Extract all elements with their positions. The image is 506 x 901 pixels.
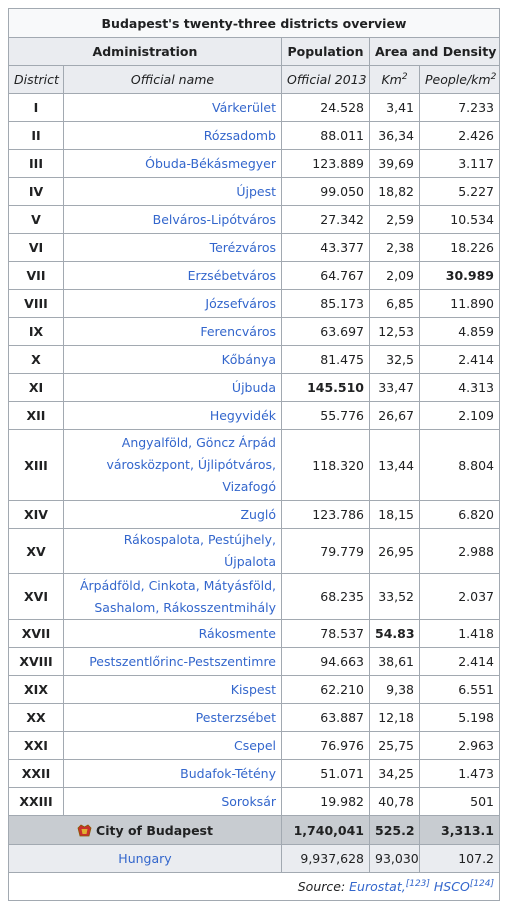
district-name-link[interactable]: Rózsadomb: [64, 122, 282, 150]
hungary-link[interactable]: Hungary: [118, 851, 172, 866]
km2-label: Km: [381, 72, 402, 87]
district-number: III: [9, 150, 64, 178]
district-name-link[interactable]: Óbuda-Békásmegyer: [64, 150, 282, 178]
district-population: 27.342: [282, 206, 370, 234]
people-exponent: 2: [490, 71, 497, 82]
district-population: 123.889: [282, 150, 370, 178]
district-number: XIII: [9, 430, 64, 501]
table-row: [9, 760, 500, 788]
district-number: VI: [9, 234, 64, 262]
city-total-row: [9, 816, 500, 845]
district-area: 9,38: [370, 676, 420, 704]
district-area: 25,75: [370, 732, 420, 760]
district-density: 7.233: [420, 94, 500, 122]
country-population: 9,937,628: [282, 845, 370, 873]
country-label-cell: [9, 845, 282, 873]
district-number: XII: [9, 402, 64, 430]
district-name-link[interactable]: Zugló: [64, 501, 282, 529]
district-name-link[interactable]: Soroksár: [64, 788, 282, 816]
district-density: 10.534: [420, 206, 500, 234]
district-area: 18,82: [370, 178, 420, 206]
district-population: 51.071: [282, 760, 370, 788]
source-cell: [9, 873, 500, 901]
table-row: [9, 290, 500, 318]
table-row: [9, 374, 500, 402]
district-name-link[interactable]: Ferencváros: [64, 318, 282, 346]
district-number: XXIII: [9, 788, 64, 816]
district-number: XV: [9, 529, 64, 574]
district-population: 94.663: [282, 648, 370, 676]
district-density: 2.426: [420, 122, 500, 150]
table-row: [9, 94, 500, 122]
subheader-official-name: Official name: [64, 66, 282, 94]
district-number: IX: [9, 318, 64, 346]
subheader-district: District: [9, 66, 64, 94]
district-population: 88.011: [282, 122, 370, 150]
table-row: [9, 574, 500, 620]
district-area: 18,15: [370, 501, 420, 529]
table-row: [9, 178, 500, 206]
hsco-ref-link[interactable]: [124]: [469, 878, 495, 889]
district-name-link[interactable]: Újpest: [64, 178, 282, 206]
eurostat-ref-link[interactable]: [123]: [405, 878, 430, 889]
table-row: [9, 529, 500, 574]
city-area: 525.2: [370, 816, 420, 845]
city-label-cell: [9, 816, 282, 845]
district-density: 2.414: [420, 346, 500, 374]
hsco-link[interactable]: HSCO: [433, 879, 470, 894]
country-row: [9, 845, 500, 873]
district-number: VII: [9, 262, 64, 290]
district-density: 1.418: [420, 620, 500, 648]
district-name-link[interactable]: Pestszentlőrinc-Pestszentimre: [64, 648, 282, 676]
district-area: 3,41: [370, 94, 420, 122]
districts-infobox: [8, 8, 499, 901]
district-name-link[interactable]: Kispest: [64, 676, 282, 704]
table-row: [9, 262, 500, 290]
district-density: 18.226: [420, 234, 500, 262]
header-population: Population: [282, 38, 370, 66]
district-population: 24.528: [282, 94, 370, 122]
district-density: 2.109: [420, 402, 500, 430]
district-name-link[interactable]: Erzsébetváros: [64, 262, 282, 290]
eurostat-link[interactable]: Eurostat,: [349, 879, 406, 894]
district-area: 38,61: [370, 648, 420, 676]
district-number: XIX: [9, 676, 64, 704]
district-number: I: [9, 94, 64, 122]
header-area-density: Area and Density: [370, 38, 500, 66]
table-row: [9, 676, 500, 704]
district-number: IV: [9, 178, 64, 206]
district-area: 2,59: [370, 206, 420, 234]
district-population: 123.786: [282, 501, 370, 529]
table-row: [9, 704, 500, 732]
district-number: XI: [9, 374, 64, 402]
city-population: 1,740,041: [282, 816, 370, 845]
district-area: 36,34: [370, 122, 420, 150]
district-population: 64.767: [282, 262, 370, 290]
district-number: XXI: [9, 732, 64, 760]
district-name-link[interactable]: Józsefváros: [64, 290, 282, 318]
district-name-link[interactable]: Pesterzsébet: [64, 704, 282, 732]
district-name-link[interactable]: Hegyvidék: [64, 402, 282, 430]
district-area: 12,53: [370, 318, 420, 346]
district-density: 4.313: [420, 374, 500, 402]
table-row: [9, 732, 500, 760]
district-population: 118.320: [282, 430, 370, 501]
coat-of-arms-icon: [77, 824, 92, 837]
district-population: 99.050: [282, 178, 370, 206]
district-population: 85.173: [282, 290, 370, 318]
district-name-link[interactable]: Csepel: [64, 732, 282, 760]
district-density: 1.473: [420, 760, 500, 788]
district-name-link[interactable]: Belváros-Lipótváros: [64, 206, 282, 234]
district-area: 2,09: [370, 262, 420, 290]
district-number: V: [9, 206, 64, 234]
district-number: XIV: [9, 501, 64, 529]
city-label: City of Budapest: [96, 822, 213, 838]
table-row: [9, 788, 500, 816]
district-name-link[interactable]: Kőbánya: [64, 346, 282, 374]
district-number: XXII: [9, 760, 64, 788]
district-density: 6.551: [420, 676, 500, 704]
city-density: 3,313.1: [420, 816, 500, 845]
header-administration: Administration: [9, 38, 282, 66]
district-density: 4.859: [420, 318, 500, 346]
district-name-link[interactable]: Várkerület: [64, 94, 282, 122]
district-area: 39,69: [370, 150, 420, 178]
district-area: 26,67: [370, 402, 420, 430]
table-row: [9, 402, 500, 430]
table-row: [9, 501, 500, 529]
district-area: 2,38: [370, 234, 420, 262]
district-density: 11.890: [420, 290, 500, 318]
district-density: 8.804: [420, 430, 500, 501]
district-density: 5.198: [420, 704, 500, 732]
district-number: XX: [9, 704, 64, 732]
source-prefix: Source:: [297, 879, 350, 894]
district-area: 12,18: [370, 704, 420, 732]
district-population: 145.510: [282, 374, 370, 402]
district-population: 62.210: [282, 676, 370, 704]
table-row: [9, 122, 500, 150]
district-density: 5.227: [420, 178, 500, 206]
district-area: 33,52: [370, 574, 420, 620]
district-population: 78.537: [282, 620, 370, 648]
district-name-link[interactable]: Árpádföld, Cinkota, Mátyásföld, Sashalom, Rákosszentmihály: [64, 574, 282, 620]
district-name-link[interactable]: Rákospalota, Pestújhely, Újpalota: [64, 529, 282, 574]
people-label: People/km: [425, 72, 491, 87]
country-area: 93,030: [370, 845, 420, 873]
district-population: 76.976: [282, 732, 370, 760]
table-row: [9, 620, 500, 648]
district-density: 501: [420, 788, 500, 816]
table-row: [9, 150, 500, 178]
country-density: 107.2: [420, 845, 500, 873]
km2-exponent: 2: [401, 71, 408, 82]
table-row: [9, 648, 500, 676]
district-population: 68.235: [282, 574, 370, 620]
district-population: 43.377: [282, 234, 370, 262]
district-name-link[interactable]: Terézváros: [64, 234, 282, 262]
district-area: 40,78: [370, 788, 420, 816]
district-name-link[interactable]: Budafok-Tétény: [64, 760, 282, 788]
table-row: [9, 346, 500, 374]
district-number: XVII: [9, 620, 64, 648]
district-number: II: [9, 122, 64, 150]
district-density: 2.988: [420, 529, 500, 574]
district-population: 79.779: [282, 529, 370, 574]
district-density: 2.963: [420, 732, 500, 760]
district-area: 34,25: [370, 760, 420, 788]
district-name-link[interactable]: Angyalföld, Göncz Árpád városközpont, Újlipótváros, Vizafogó: [64, 430, 282, 501]
district-area: 6,85: [370, 290, 420, 318]
table-row: [9, 234, 500, 262]
source-row: [9, 873, 500, 901]
district-area: 26,95: [370, 529, 420, 574]
district-density: 3.117: [420, 150, 500, 178]
table-row: [9, 206, 500, 234]
district-population: 19.982: [282, 788, 370, 816]
district-population: 55.776: [282, 402, 370, 430]
district-density: 2.414: [420, 648, 500, 676]
districts-table: [8, 8, 500, 901]
subheader-people-per-km2: [420, 66, 500, 94]
subheader-official-2013: Official 2013: [282, 66, 370, 94]
district-area: 33,47: [370, 374, 420, 402]
district-population: 81.475: [282, 346, 370, 374]
district-number: XVIII: [9, 648, 64, 676]
district-number: VIII: [9, 290, 64, 318]
subheader-km2: [370, 66, 420, 94]
district-density: 6.820: [420, 501, 500, 529]
district-population: 63.697: [282, 318, 370, 346]
district-name-link[interactable]: Újbuda: [64, 374, 282, 402]
table-caption: Budapest's twenty-three districts overview: [9, 9, 500, 38]
table-row: [9, 318, 500, 346]
district-number: X: [9, 346, 64, 374]
district-density: 30.989: [420, 262, 500, 290]
district-area: 32,5: [370, 346, 420, 374]
district-name-link[interactable]: Rákosmente: [64, 620, 282, 648]
table-row: [9, 430, 500, 501]
district-area: 13,44: [370, 430, 420, 501]
district-number: XVI: [9, 574, 64, 620]
district-area: 54.83: [370, 620, 420, 648]
district-density: 2.037: [420, 574, 500, 620]
district-population: 63.887: [282, 704, 370, 732]
